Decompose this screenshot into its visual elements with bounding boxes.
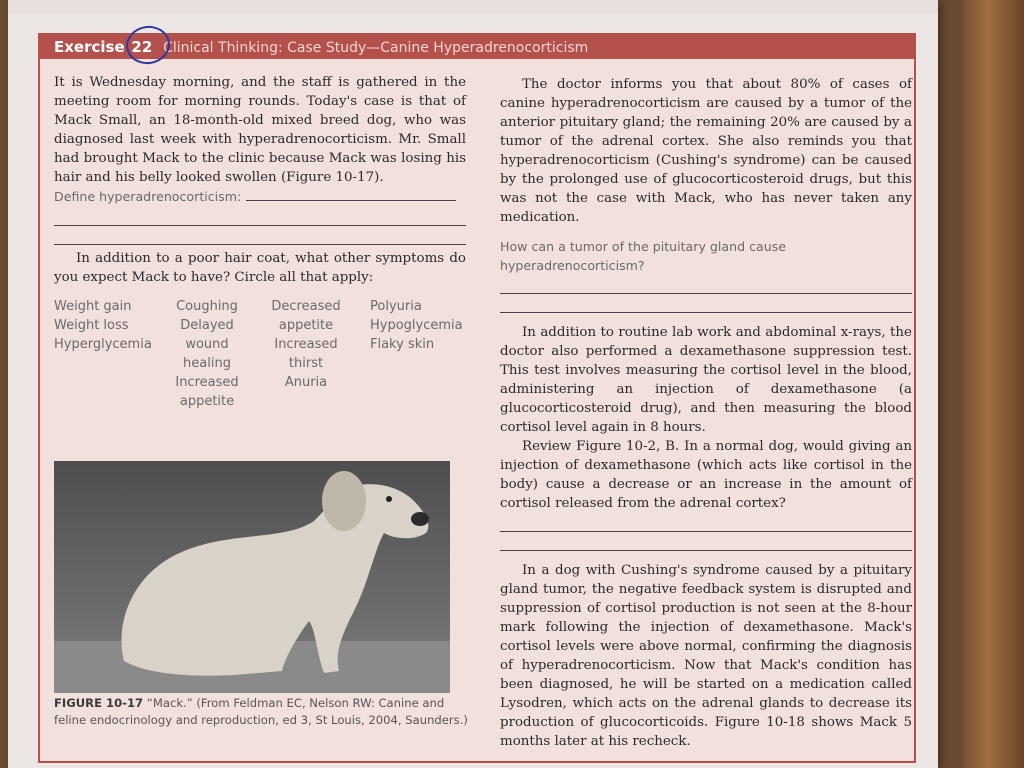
symptom-column: [54, 297, 164, 354]
answer-line[interactable]: [500, 275, 912, 294]
intro-paragraph: It is Wednesday morning, and the staff is gathered in the meeting room for morning rounds. Today's case is that of Mack Small, an 18-month-old mixed breed dog, who was diagnosed last week with hyperadrenocorticism. Mr. Small had brought Mack to the clinic because Mack was losing his hair and his belly looked swollen (Figure 10-17).: [54, 75, 466, 185]
exercise-title: Clinical Thinking: Case Study—Canine Hyperadrenocorticism: [163, 40, 589, 56]
answer-line[interactable]: [500, 294, 912, 313]
dog-illustration: [54, 461, 450, 693]
symptoms-list: [54, 297, 466, 417]
symptom-option[interactable]: Anuria: [284, 375, 328, 390]
exercise-number: 22: [131, 38, 153, 56]
symptom-option[interactable]: Weight loss: [54, 318, 129, 333]
symptom-column: [258, 297, 354, 392]
answer-line[interactable]: [500, 532, 912, 551]
question-pituitary: How can a tumor of the pituitary gland cause hyperadrenocorticism?: [500, 239, 787, 273]
paragraph-review-figure: Review Figure 10-2, B. In a normal dog, would giving an injection of dexamethasone (which acts like cortisol in the body) cause a decrease or an increase in the amount of cortisol released from the adrenal cortex?: [500, 439, 912, 511]
symptom-column: [370, 297, 470, 354]
paragraph-dexamethasone-test: In addition to routine lab work and abdominal x-rays, the doctor also performed a dexamethasone suppression test. This test involves measuring the cortisol level in the blood, administering an injection of dexamethasone (a glucocorticosteroid drug), and then measuring the blood cortisol level again in 8 hours.: [500, 325, 912, 435]
symptom-option[interactable]: Weight gain: [54, 299, 132, 314]
define-answer-blank[interactable]: [246, 188, 456, 201]
answer-line[interactable]: [500, 513, 912, 532]
exercise-header: [40, 35, 914, 59]
pen-circle-mark: [124, 23, 173, 67]
textbook-page: [8, 0, 938, 768]
symptom-column: [164, 297, 250, 411]
right-column: [500, 75, 912, 751]
dog-ear: [322, 471, 366, 531]
wood-background: [964, 0, 1024, 768]
dog-eye: [386, 496, 392, 502]
define-prompt: Define hyperadrenocorticism:: [54, 189, 242, 204]
paragraph-cushings: In a dog with Cushing's syndrome caused by a pituitary gland tumor, the negative feedback system is disrupted and suppression of cortisol production is not seen at the 8-hour mark following the injection of dexamethasone. Mack's cortisol levels were above normal, confirming the diagnosis of hyperadrenocorticism. Now that Mack's condition has been diagnosed, he will be started on a medication called Lysodren, which acts on the adrenal glands to decrease its production of glucocorticoids. Figure 10-18 shows Mack 5 months later at his recheck.: [500, 563, 912, 749]
figure-caption: [54, 695, 474, 729]
figure-caption-text: “Mack.” (From Feldman EC, Nelson RW: Canine and feline endocrinology and reproduction, ed 3, St Louis, 2004, Saunders.): [54, 696, 468, 727]
exercise-label: Exercise: [54, 38, 125, 56]
define-row: [54, 187, 466, 207]
symptom-option[interactable]: Hypoglycemia: [370, 318, 463, 333]
symptom-option[interactable]: Hyperglycemia: [54, 337, 152, 352]
symptom-option[interactable]: Polyuria: [370, 299, 422, 314]
symptom-option[interactable]: Decreased appetite: [271, 299, 341, 333]
figure-label: FIGURE 10-17: [54, 696, 144, 710]
dog-nose: [411, 512, 429, 526]
symptom-option[interactable]: Coughing: [176, 299, 238, 314]
answer-line[interactable]: [54, 226, 466, 245]
dog-photo: [54, 461, 450, 693]
symptom-option[interactable]: Delayed wound healing: [180, 318, 234, 371]
answer-line[interactable]: [54, 207, 466, 226]
symptom-option[interactable]: Increased thirst: [274, 337, 338, 371]
symptoms-question: In addition to a poor hair coat, what other symptoms do you expect Mack to have? Circle all that apply:: [54, 251, 466, 285]
left-column: [54, 73, 466, 287]
symptom-option[interactable]: Increased appetite: [175, 375, 239, 409]
exercise-box: [38, 33, 916, 763]
symptom-option[interactable]: Flaky skin: [370, 337, 435, 352]
paragraph-tumor-causes: The doctor informs you that about 80% of cases of canine hyperadrenocorticism are caused by a tumor of the anterior pituitary gland; the remaining 20% are caused by a tumor of the adrenal cortex. She also reminds you that hyperadrenocorticism (Cushing's syndrome) can be caused by the prolonged use of glucocorticosteroid drugs, but this was not the case with Mack, who has never taken any medication.: [500, 77, 912, 225]
previous-page-edge: [8, 0, 938, 14]
